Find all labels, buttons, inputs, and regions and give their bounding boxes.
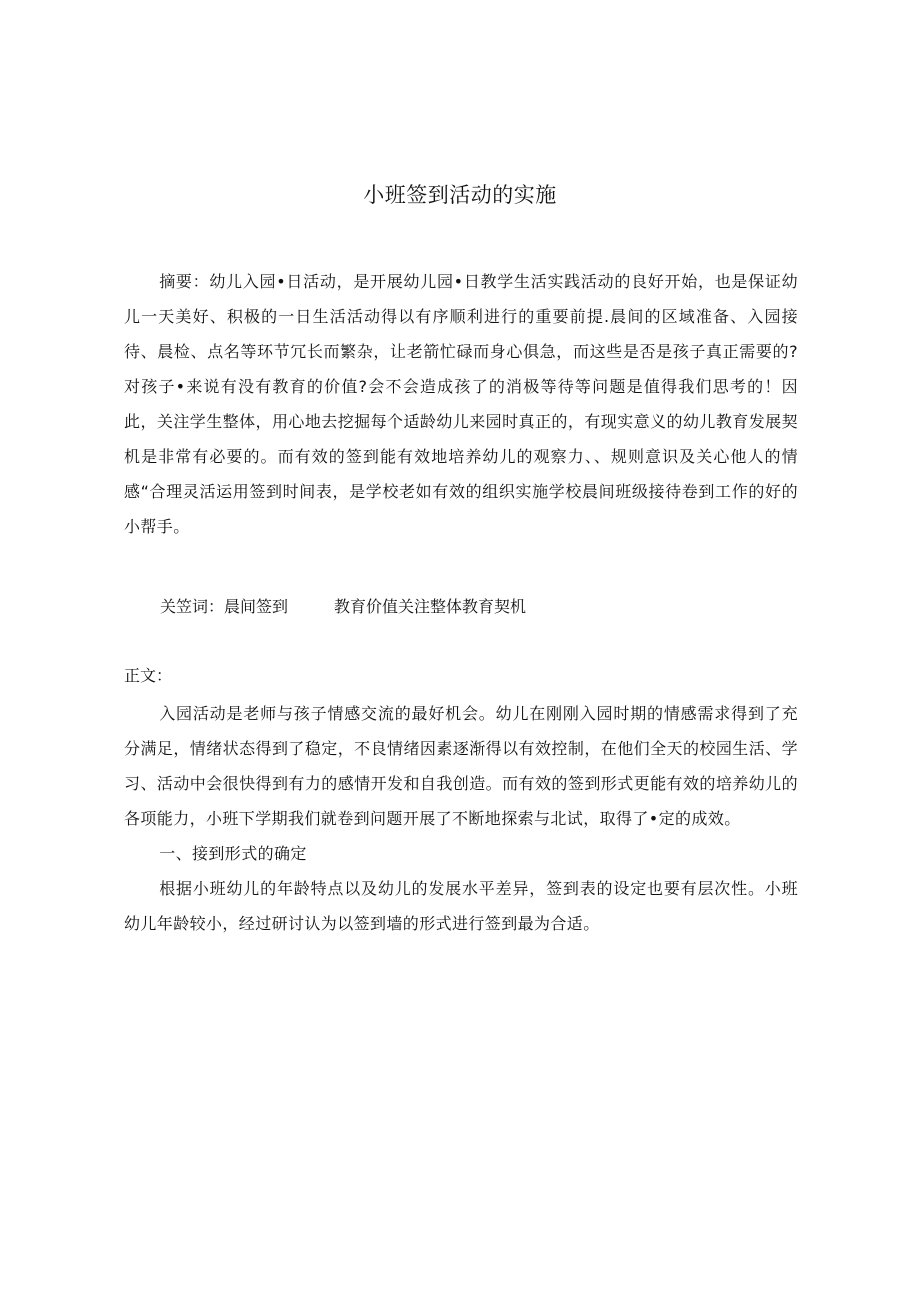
keywords-rest: 教育价值关注整体教育契机 [334, 597, 527, 616]
section-heading: 一、接到形式的确定 [159, 844, 307, 863]
body-paragraph: 根据小班幼儿的年龄特点以及幼儿的发展水平差异，签到表的设定也要有层次性。小班幼儿年龄较小，经过研讨认为以签到墙的形式进行签到最为合适。 [124, 879, 798, 933]
body-label: 正文： [124, 666, 173, 685]
main-body [124, 696, 798, 941]
abstract-paragraph: 摘要：幼儿入园•日活动，是开展幼儿园•日教学生活实践活动的良好开始，也是保证幼儿一天美好、积极的一日生活活动得以有序顺利进行的重要前提.晨间的区域准备、入园接待、晨检、点名等环节冗长而繁杂，让老箭忙碌而身心俱急，而这些是否是孩子真正需要的?对孩子•来说有没有教育的价值?会不会造成孩了的消极等待等问题是值得我们思考的！因此，关注学生整体，用心地去挖掘每个适龄幼儿来园时真正的，有现实意义的幼儿教育发展契机是非常有必要的。而有效的签到能有效地培养幼儿的观察力、、规则意识及关心他人的情感“合理灵活运用签到时间表，是学校老如有效的组织实施学校晨间班级接待卷到工作的好的小帮手。 [124, 272, 798, 536]
keywords-label: 关笠词：晨间签到 [160, 597, 289, 616]
keywords-line [160, 592, 526, 622]
body-paragraph: 入园活动是老师与孩子情感交流的最好机会。幼儿在刚刚入园时期的情感需求得到了充分满足，情绪状态得到了稳定，不良情绪因素逐渐得以有效控制，在他们全天的校园生活、学习、活动中会很快得到有力的感情开发和自我创造。而有效的签到形式更能有效的培养幼儿的各项能力，小班下学期我们就卷到问题开展了不断地探索与北试，取得了•定的成效。 [124, 704, 798, 828]
document-title: 小班签到活动的实施 [363, 183, 557, 207]
